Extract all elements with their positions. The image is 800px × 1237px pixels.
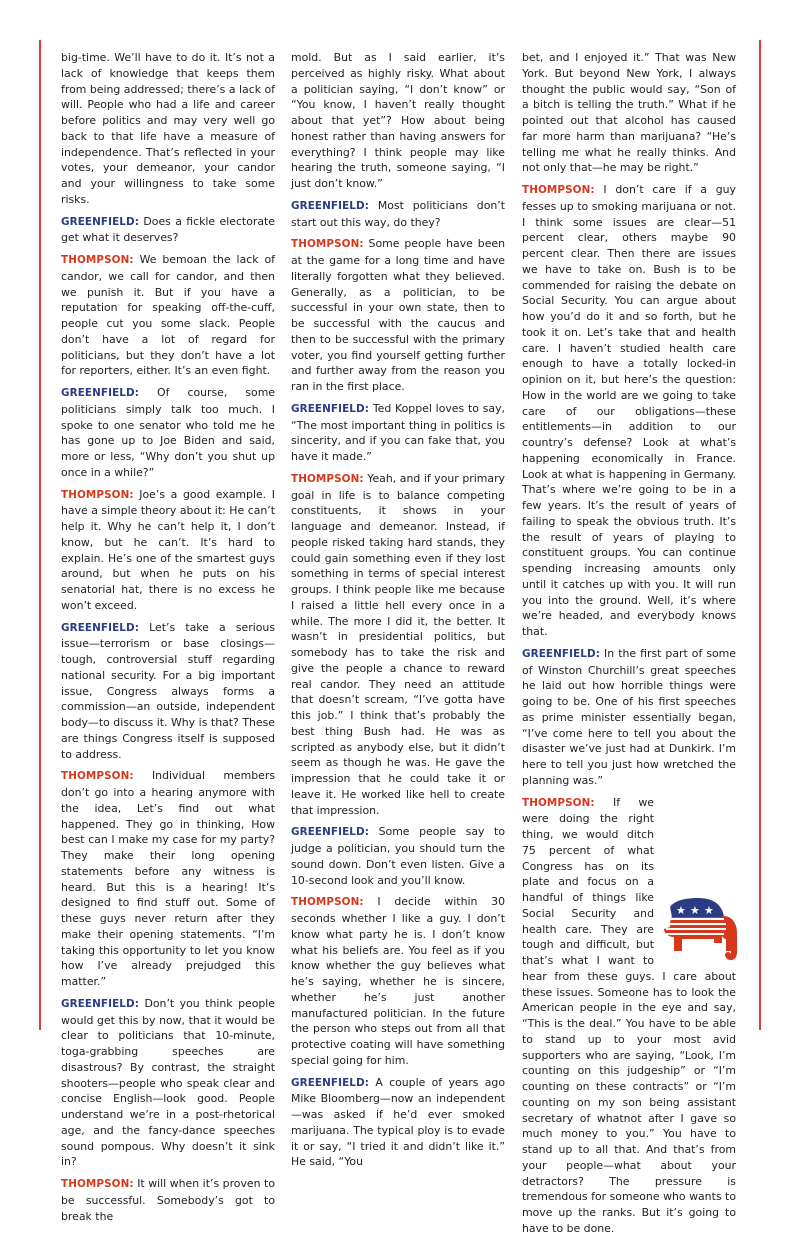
interview-paragraph [61,1176,275,1224]
paragraph-text: Don’t you think people would get this by now, that it would be clear to politicians that 10-minute, toga-grabbing speeches are disastrous? By contrast, the straight shooters—people who speak clear and concise English—look good. People understand we’re in a post-rhetorical age, and the fancy-dance speeches sound pompous. Why doesn’t it sink in? [61,996,275,1169]
paragraph-text: bet, and I enjoyed it.” That was New York. But beyond New York, I always thought the public would say, “Son of a bitch is telling the truth.” What if he pointed out that alcohol has caused far more harm than marijuana? “He’s telling me what he really thinks. And not only that—he may be right.” [522,51,736,175]
paragraph-text: Individual members don’t go into a hearing anymore with the idea, Let’s find out what happened. They go in thinking, How best can I make my case for my party? They make their long opening statements before any witness is heard. But this is a hearing! It’s designed to find stuff out. Some of these guys never return after they make their opening statements. “I’m taking this opportunity to let you know how I’ve already prejudged this matter.” [61,769,276,988]
paragraph-text: It will when it’s proven to be successful. Somebody’s got to break the [61,1177,275,1223]
interview-paragraph [291,894,505,1068]
interview-paragraph [522,182,736,640]
interview-paragraph [61,620,275,763]
speaker-label-thompson: THOMPSON: [291,896,364,909]
paragraph-text: If we were doing the right thing, we would ditch 75 percent of what Congress has on its plate and focus on a handful of things like Social Security and health care. They are tough and difficult, but that’s what I want to hear from these guys. I care about these issues. Someone has to look the American people in the eye and say, “This is the deal.” You have to be able to stand up to your most avid supporters who are saying, “Look, I’m counting on this judgeship” or “I’m counting on these contracts” or “I’m counting on my son being assistant secretary of whatnot after I gave so much money to you.” You have to stand up to all that. And that’s from your people—what about your detractors? The pressure is tremendous for someone who wants to move up the ranks. But it’s going to have to be done. [522,795,736,1235]
text-column-3 [522,50,737,1235]
interview-paragraph [61,252,275,379]
interview-paragraph [522,50,736,176]
speaker-label-greenfield: GREENFIELD: [291,826,369,839]
speaker-label-greenfield: GREENFIELD: [61,621,139,634]
interview-paragraph [291,50,505,192]
interview-paragraph [522,795,736,1237]
text-column-1 [61,50,276,1223]
svg-text:★: ★ [690,903,700,917]
interview-paragraph [291,198,505,231]
interview-paragraph [291,401,505,465]
speaker-label-thompson: THOMPSON: [291,472,364,485]
paragraph-text: big-time. We’ll have to do it. It’s not a lack of knowledge that keeps them from being addressed; there’s a lack of will. People who had a life and career before politics and may very well go back to that life have a measure of independence. That’s reflected in your votes, your demeanor, your candor and your willingness to take some risks. [61,51,275,206]
speaker-label-greenfield: GREENFIELD: [522,647,600,660]
interview-paragraph [61,996,275,1170]
speaker-label-thompson: THOMPSON: [61,1178,134,1190]
speaker-label-thompson: THOMPSON: [522,184,595,196]
paragraph-text: mold. But as I said earlier, it’s perceived as highly risky. What about a politician saying, “I don’t know” or “You know, I haven’t really thought about that yet”? How about being honest rather than having answers for everything? I think people may like hearing the truth, someone saying, “I just don’t know.” [291,51,505,190]
interview-paragraph [61,50,275,208]
text-column-2 [291,50,506,1169]
speaker-label-greenfield: GREENFIELD: [61,387,139,399]
paragraph-text: I don’t care if a guy fesses up to smoking marijuana or not. I think some issues are clear—51 percent clear, others maybe 90 percent clear. Then there are issues we have to take on. Bush is to be commended for raising the debate on Social Security. You can argue about how you’d do it and so forth, but he took it on. Let’s take that and health care. I haven’t studied health care enough to have a totally locked-in opinion on it, but here’s the question: How in the world are we going to take care of our obligations—these entitlements—in addition to our country’s defense? Look at what’s happening economically in France. Look at what is happening in Germany. That’s where we’re going to be in a few years. It’s the result of years of failing to speak the obvious truth. It’s the result of years of playing to constituent groups. You can continue spending increasing amounts only until it catches up with you. It will run you into the ground. Well, it’s where we’re headed, and everybody knows that. [522,183,737,638]
left-margin-rule [39,40,41,1030]
interview-paragraph [291,236,505,395]
speaker-label-thompson: THOMPSON: [61,770,134,783]
paragraph-text: Some people say to judge a politician, you should turn the sound down. Don’t even listen. Give a 10-second look and you’ll know. [291,825,505,887]
paragraph-text: In the first part of some of Winston Churchill’s great speeches he laid out how horrible things were going to be. One of his first speeches as prime minister essentially began, “I’ve come here to tell you about the disaster we’ve just had at Dunkirk. I’m here to tell you just how wretched the planning was.” [522,646,736,787]
speaker-label-greenfield: GREENFIELD: [61,215,139,228]
paragraph-text: Does a fickle electorate get what it deserves? [61,214,275,245]
paragraph-text: We bemoan the lack of candor, we call for candor, and then we punish it. But if you have a reputation for speaking off-the-cuff, people cut you some slack. People don’t have a lot of regard for politicians, but they don’t have a lot for reporters, either. It’s an even fight. [61,253,275,378]
speaker-label-greenfield: GREENFIELD: [291,402,369,415]
paragraph-text: Most politicians don’t start out this way, do they? [291,198,506,229]
speaker-label-greenfield: GREENFIELD: [291,1076,369,1089]
interview-paragraph [61,487,275,614]
interview-paragraph [291,471,505,819]
speaker-label-thompson: THOMPSON: [291,238,364,251]
paragraph-text: Ted Koppel loves to say, “The most important thing in politics is sincerity, and if you can fake that, you have it made.” [291,401,505,463]
interview-paragraph [61,385,275,481]
speaker-label-thompson: THOMPSON: [61,488,134,501]
paragraph-text: Some people have been at the game for a long time and have literally forgotten what they believed. Generally, as a politician, to be successful in your own state, then to be successful with the caucus and then to be successful with the primary voter, you find yourself getting further and further away from the reason you ran in the first place. [291,237,505,393]
paragraph-text: I decide within 30 seconds whether I like a guy. I don’t know what party he is. I don’t know what his beliefs are. You feel as if you know whether the guy believes what he’s saying, whether he is sincere, whether he’s just another manufactured politician. In the future the person who steps out from all that protective coating will have something special going for him. [291,895,506,1067]
interview-paragraph [61,768,275,990]
article-body [61,50,764,1235]
interview-paragraph [291,1075,505,1171]
svg-text:★: ★ [704,903,714,917]
speaker-label-thompson: THOMPSON: [522,796,595,809]
speaker-label-greenfield: GREENFIELD: [61,997,139,1010]
svg-text:★: ★ [676,903,686,917]
interview-paragraph [291,824,505,888]
interview-paragraph [61,214,275,247]
paragraph-text: Yeah, and if your primary goal in life is to balance competing constituents, it shows in your language and demeanor. Instead, if people risked taking hard stands, they could gain something even if they lost something in terms of special interest groups. I think people like me because I raised a little hell every once in a while. The more I did it, the better. It wasn’t in presidential politics, but somebody has to take the risk and give the people a chance to reward real candor. They need an attitude that doesn’t scream, “I’ve gotta have this job.” I think that’s probably the best thing Bush had. He was as scripted as anybody else, but it didn’t seem as though he was. He gave the impression that he could take it or leave it. He worked like hell to create that impression. [291,471,505,817]
republican-elephant-icon [660,893,736,967]
interview-paragraph [522,646,736,789]
speaker-label-thompson: THOMPSON: [61,254,134,266]
paragraph-text: Of course, some politicians simply talk too much. I spoke to one senator who told me he has gone up to Joe Biden and said, more or less, “Why don’t you shut up once in a while?” [61,386,275,479]
speaker-label-greenfield: GREENFIELD: [291,199,369,212]
paragraph-text: A couple of years ago Mike Bloomberg—now an independent—was asked if he’d ever smoked marijuana. The typical ploy is to evade it or say, “I tried it and didn’t like it.” He said, “You [291,1075,505,1169]
paragraph-text: Let’s take a serious issue—terrorism or base closings—tough, controversial stuff regarding national security. For a big important issue, Congress always forms a commission—an outside, independent body—to discuss it. Why is that? These are things Congress itself is supposed to address. [61,620,275,761]
paragraph-text: Joe’s a good example. I have a simple theory about it: He can’t help it. Why he can’t help it, I don’t know, but he can’t. It’s hard to explain. He’s one of the smartest guys around, but when he puts on his senatorial hat, there is no excess he won’t exceed. [61,487,275,612]
